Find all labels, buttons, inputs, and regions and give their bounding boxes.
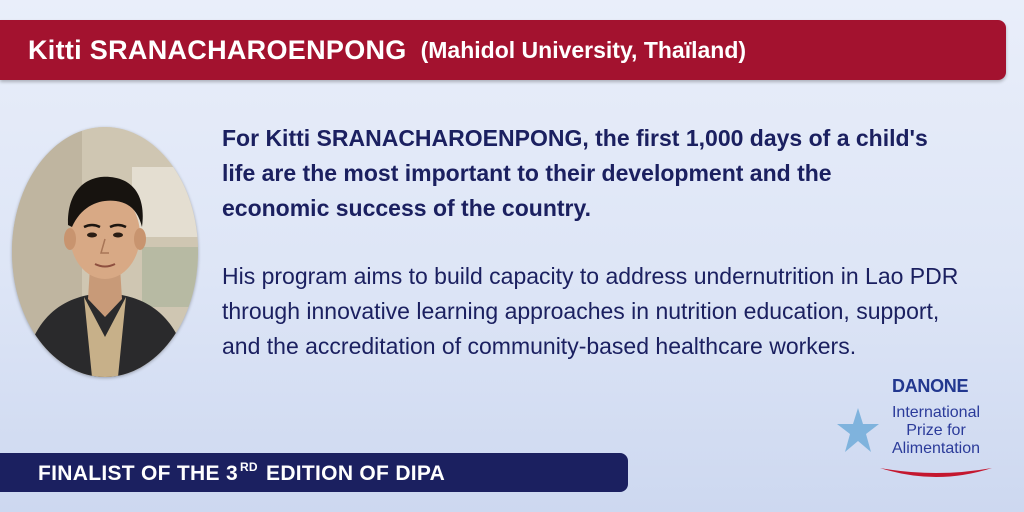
danone-prize-logo xyxy=(836,372,1012,492)
edition-suffix: EDITION OF DIPA xyxy=(266,461,446,485)
logo-line-2: Prize for xyxy=(906,422,966,439)
edition-ordinal-superscript: RD xyxy=(239,459,258,474)
finalist-name: Kitti SRANACHAROENPONG xyxy=(28,34,407,65)
logo-line-1: International xyxy=(891,404,981,421)
bio-program-paragraph: His program aims to build capacity to address undernutrition in Lao PDR through innovative learning approaches in nutrition education, support, and the accreditation of community-based healthcare workers. xyxy=(222,263,959,359)
header-bar xyxy=(0,20,1006,80)
portrait-photo xyxy=(12,127,198,377)
logo-swoosh xyxy=(876,464,996,484)
footer-bar xyxy=(0,453,628,492)
finalist-edition-label xyxy=(38,460,445,486)
logo-brand: DANONE xyxy=(892,376,969,396)
finalist-affiliation: (Mahidol University, Thaïland) xyxy=(420,36,747,63)
logo-line-3: Alimentation xyxy=(891,440,981,457)
bio-intro-paragraph: For Kitti SRANACHAROENPONG, the first 1,000 days of a child's life are the most important to their development and the economic success of the country. xyxy=(222,125,928,221)
edition-prefix: FINALIST OF THE 3 xyxy=(38,461,238,485)
